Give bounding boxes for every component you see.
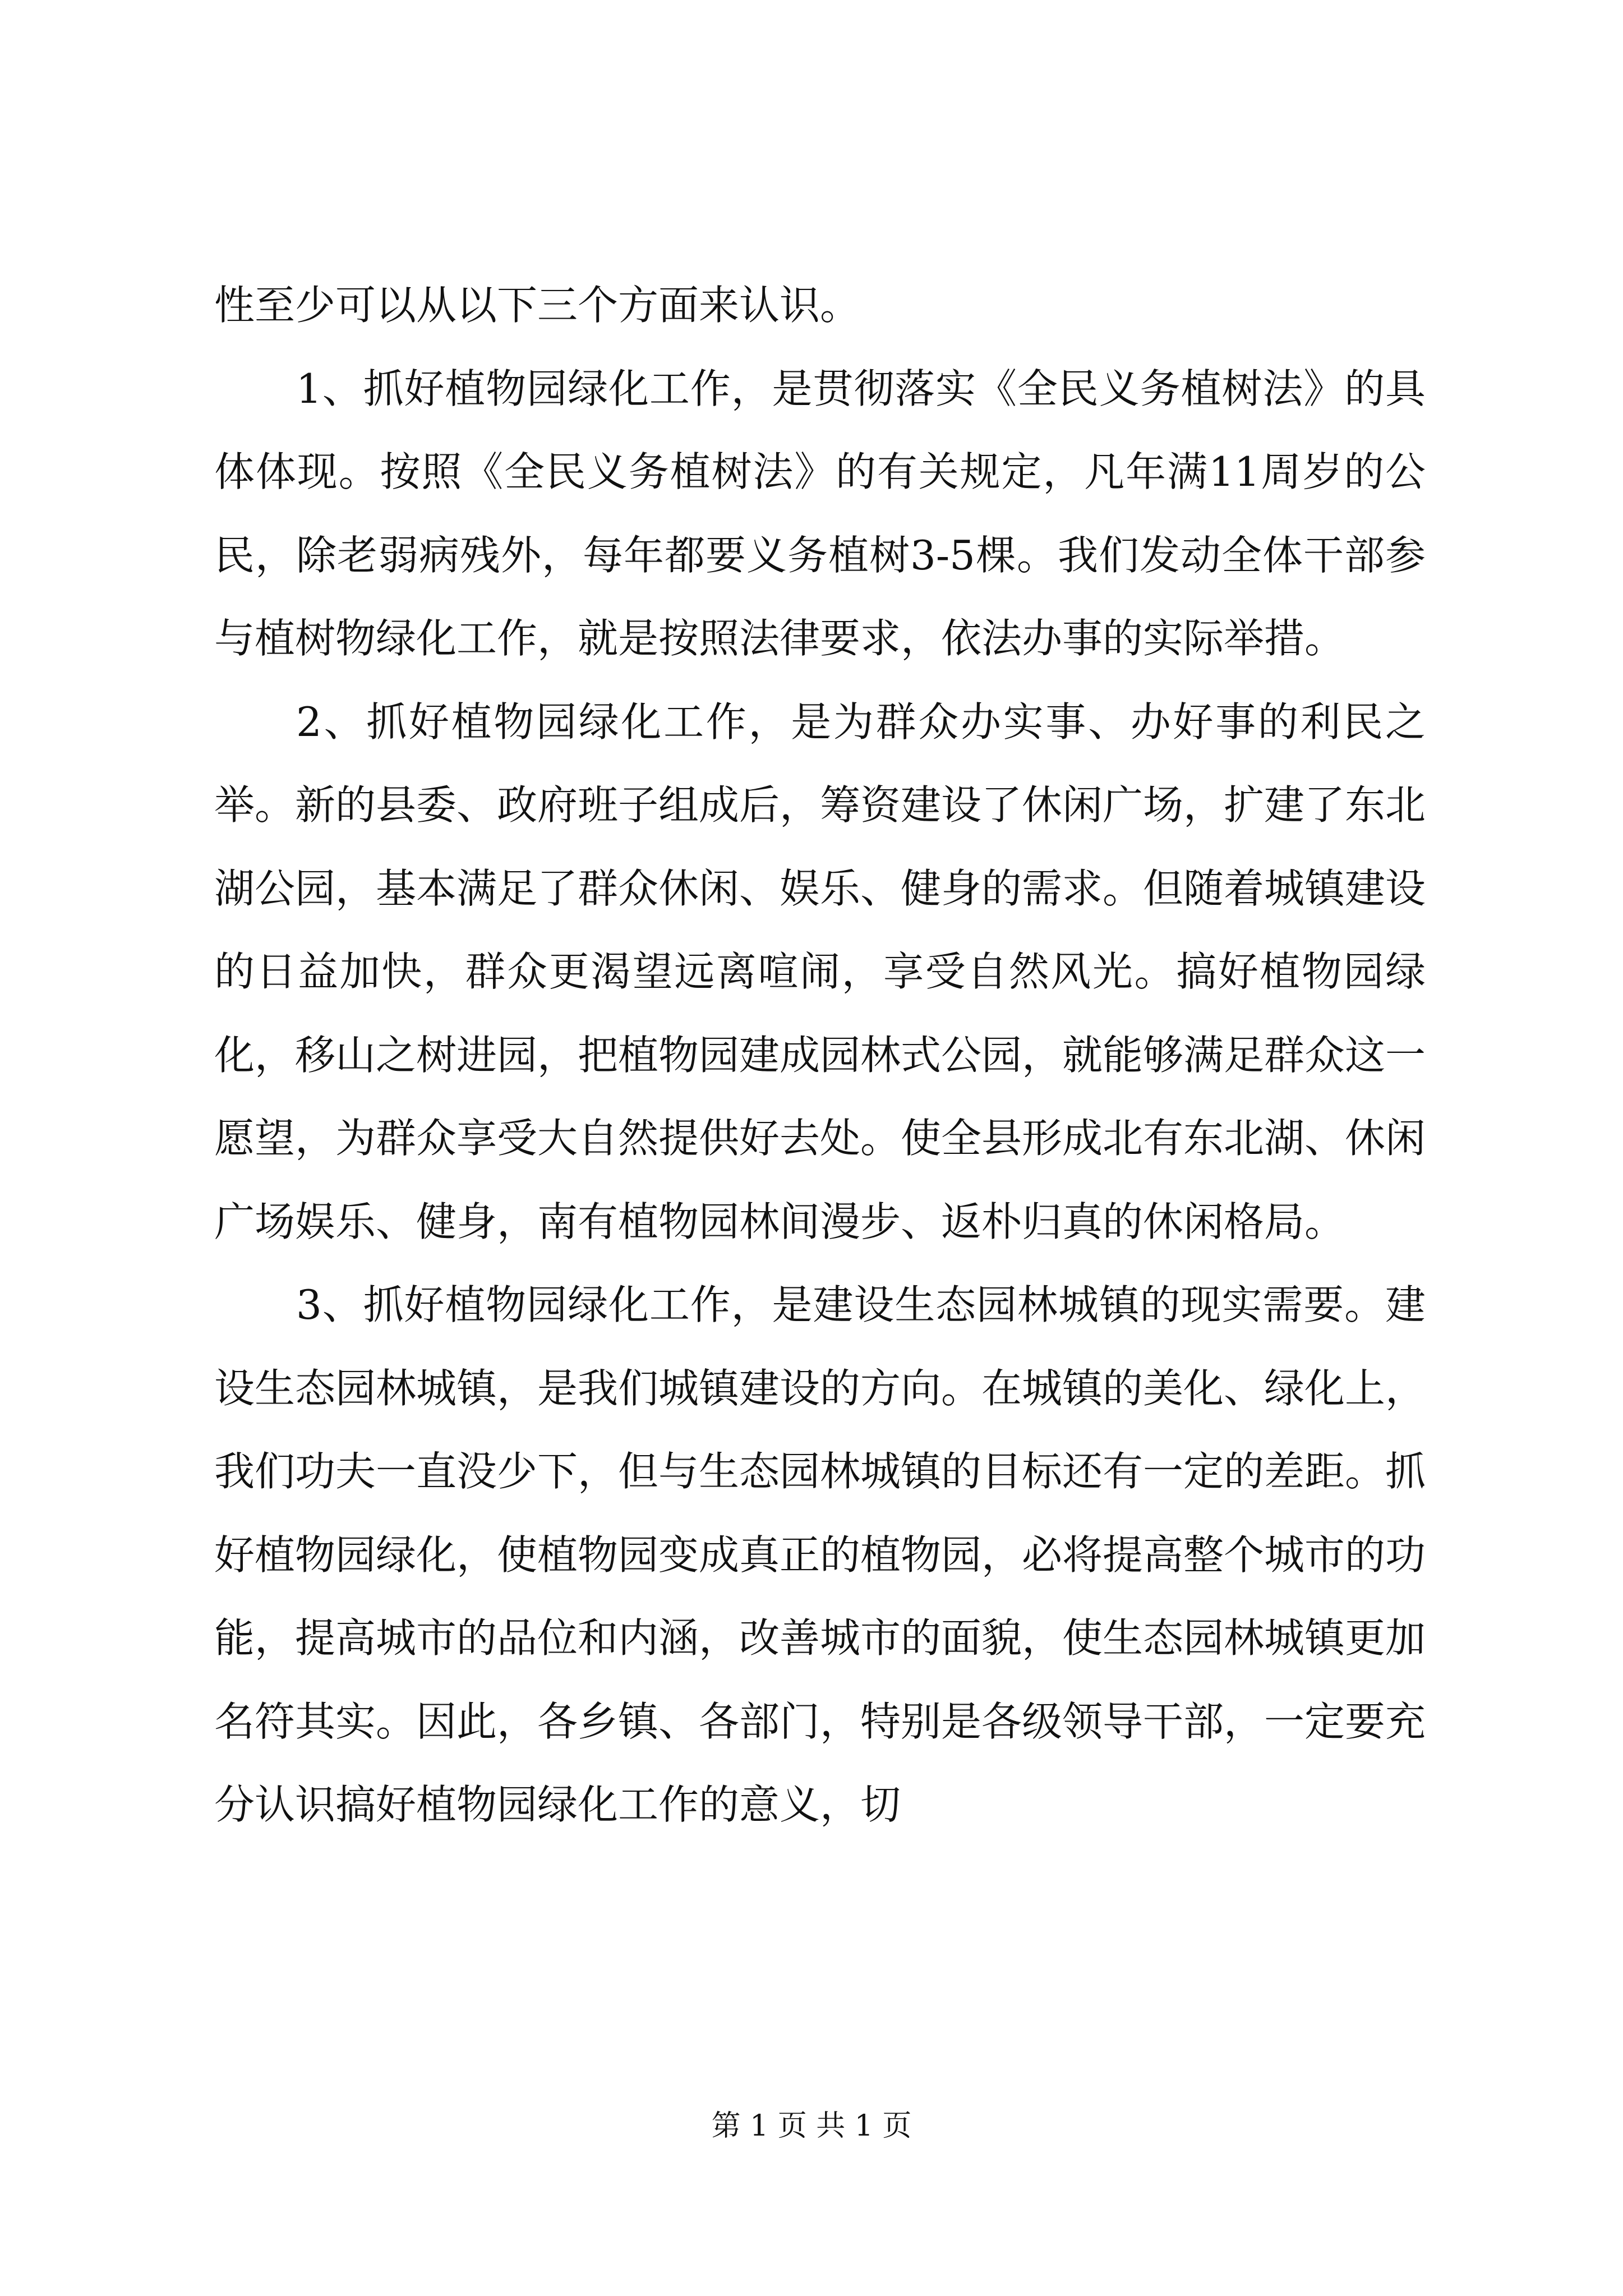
paragraph-point-3: 3、抓好植物园绿化工作，是建设生态园林城镇的现实需要。建设生态园林城镇，是我们城镇建设的方向。在城镇的美化、绿化上，我们功夫一直没少下，但与生态园林城镇的目标还有一定的差距。抓好植物园绿化，使植物园变成真正的植物园，必将提高整个城市的功能，提高城市的品位和内涵，改善城市的面貌，使生态园林城镇更加名符其实。因此，各乡镇、各部门，特别是各级领导干部，一定要充分认识搞好植物园绿化工作的意义，切 bbox=[214, 1281, 1426, 1828]
paragraph-point-1: 1、抓好植物园绿化工作，是贯彻落实《全民义务植树法》的具体体现。按照《全民义务植树法》的有关规定，凡年满11周岁的公民，除老弱病残外，每年都要义务植树3-5棵。我们发动全体干部参与植树物绿化工作，就是按照法律要求，依法办事的实际举措。 bbox=[214, 365, 1426, 662]
document-body bbox=[214, 264, 1426, 1847]
paragraph-continuation: 性至少可以从以下三个方面来认识。 bbox=[214, 282, 861, 329]
page-footer: 第 1 页 共 1 页 bbox=[711, 2109, 912, 2143]
paragraph-point-2: 2、抓好植物园绿化工作，是为群众办实事、办好事的利民之举。新的县委、政府班子组成后，筹资建设了休闲广场，扩建了东北湖公园，基本满足了群众休闲、娱乐、健身的需求。但随着城镇建设的日益加快，群众更渴望远离喧闹，享受自然风光。搞好植物园绿化，移山之树进园，把植物园建成园林式公园，就能够满足群众这一愿望，为群众享受大自然提供好去处。使全县形成北有东北湖、休闲广场娱乐、健身，南有植物园林间漫步、返朴归真的休闲格局。 bbox=[214, 698, 1426, 1245]
